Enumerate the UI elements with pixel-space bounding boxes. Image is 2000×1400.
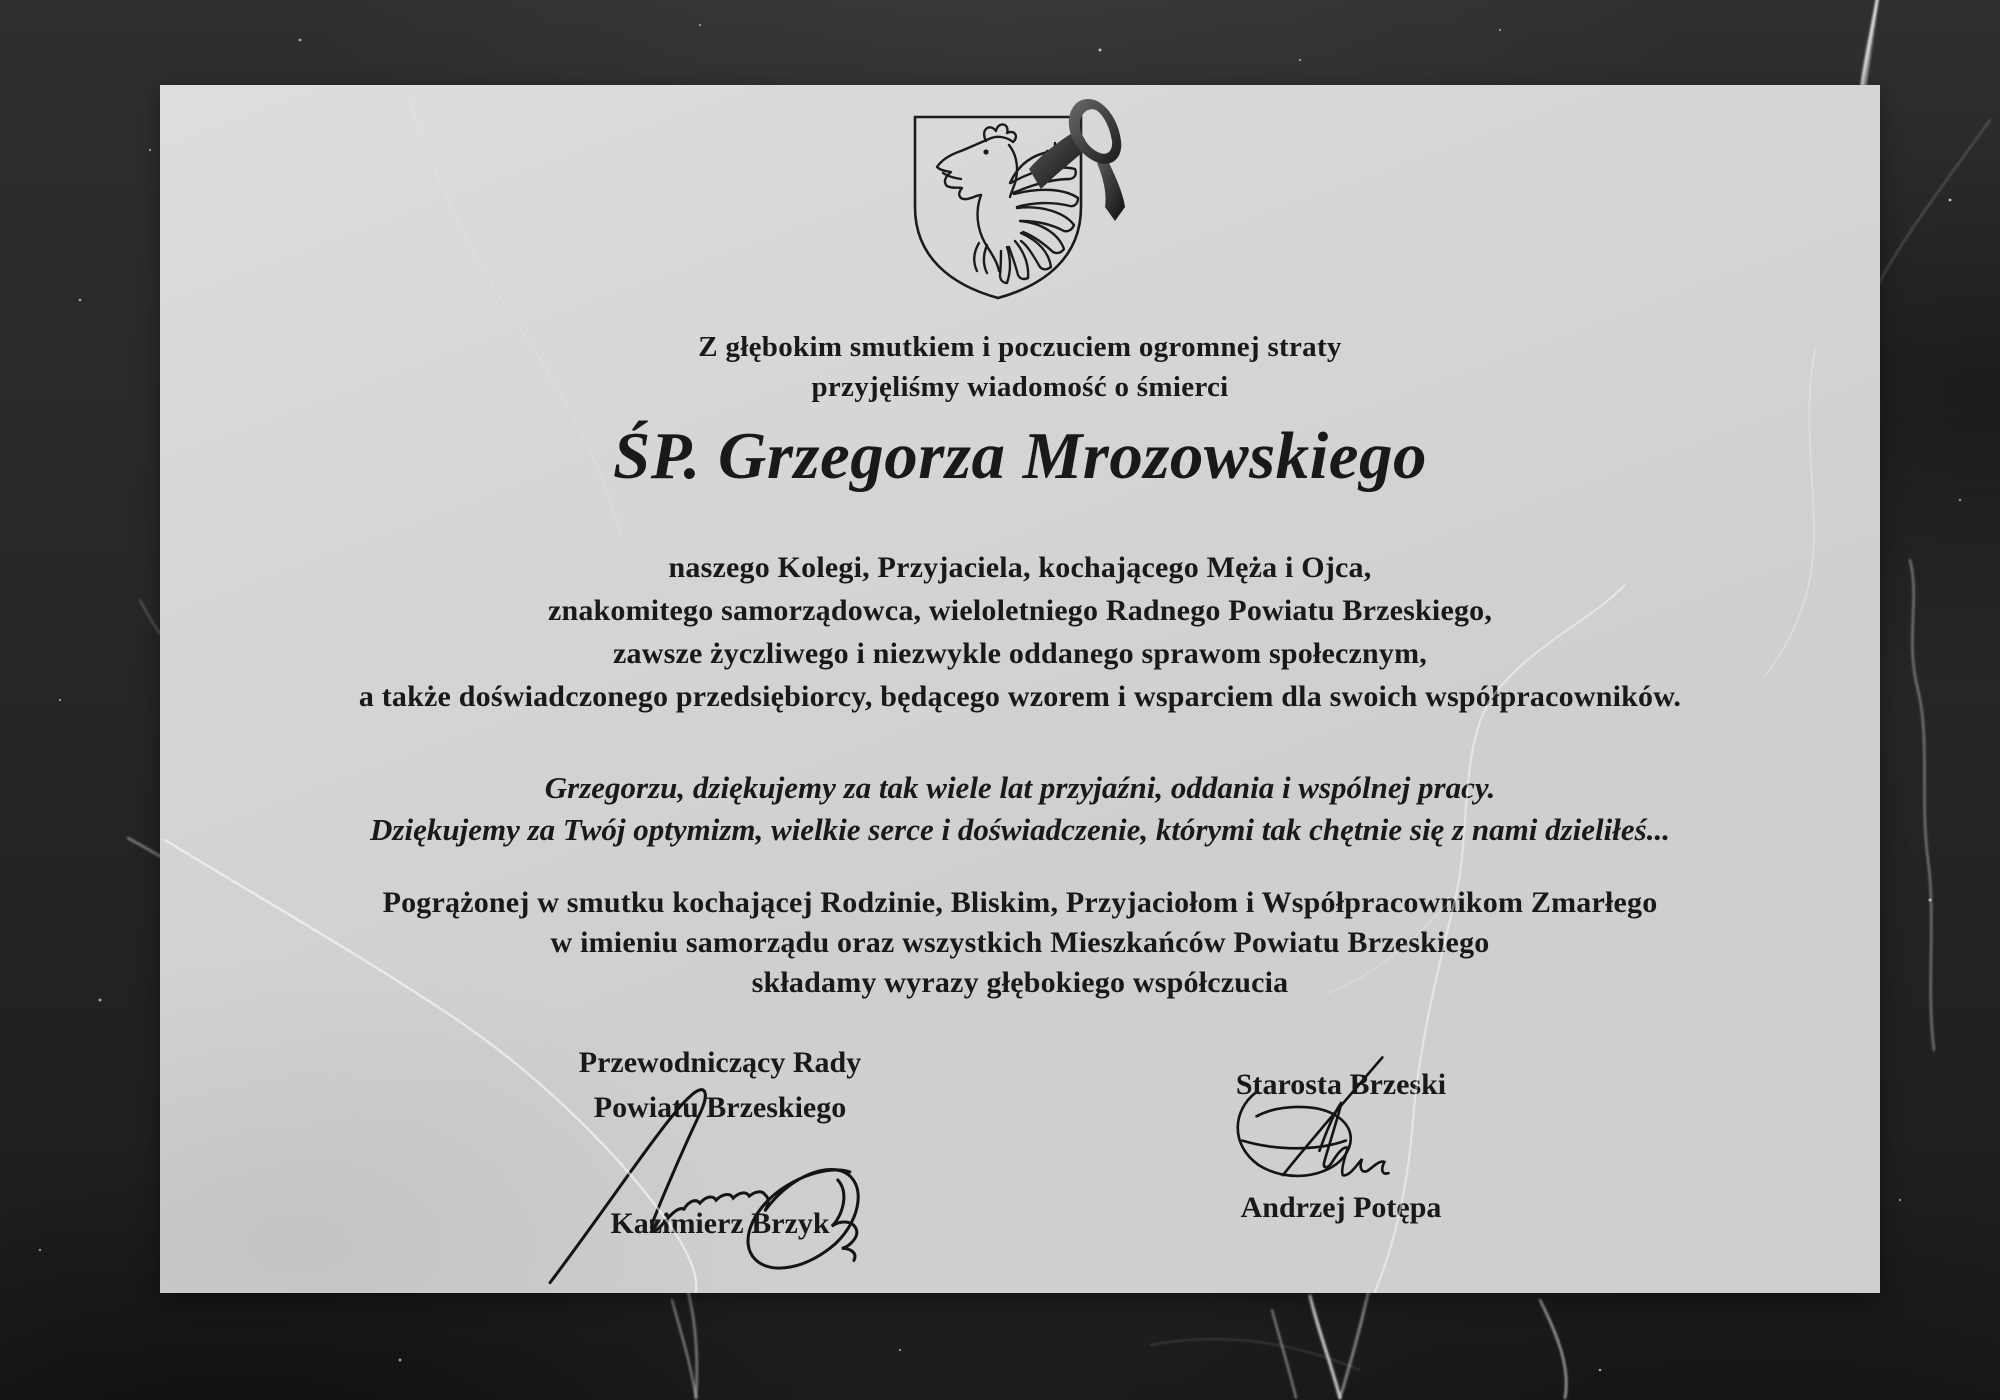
intro-line: przyjęliśmy wiadomość o śmierci xyxy=(811,371,1229,403)
tribute-line: a także doświadczonego przedsiębiorcy, będącego wzorem i wsparciem dla swoich współpracowników. xyxy=(358,680,1682,713)
deceased-name: ŚP. Grzegorza Mrozowskiego xyxy=(612,419,1428,493)
personal-farewell-text xyxy=(160,767,1880,851)
signatory-left-title-line: Powiatu Brzeskiego xyxy=(593,1091,847,1124)
signatory-left-title xyxy=(520,1040,920,1130)
condolence-card xyxy=(160,85,1880,1293)
personal-line: Dziękujemy za Twój optymizm, wielkie serce i doświadczenie, którymi tak chętnie się z nami dzieliłeś... xyxy=(370,812,1670,847)
signatory-left-title-line: Przewodniczący Rady xyxy=(578,1046,862,1079)
tribute-line: naszego Kolegi, Przyjaciela, kochającego Męża i Ojca, xyxy=(668,551,1372,584)
condolence-text xyxy=(160,883,1880,1003)
signatory-right-name: Andrzej Potępa xyxy=(1240,1191,1442,1224)
condolence-line: składamy wyrazy głębokiego współczucia xyxy=(751,966,1289,999)
condolence-line: Pogrążonej w smutku kochającej Rodzinie, Bliskim, Przyjaciołom i Współpracownikom Zmarłego xyxy=(382,886,1658,919)
tribute-line: zawsze życzliwego i niezwykle oddanego sprawom społecznym, xyxy=(613,637,1427,670)
intro-text xyxy=(160,327,1880,407)
signatory-right-title xyxy=(1141,1062,1541,1107)
coat-of-arms-icon xyxy=(883,95,1163,310)
intro-line: Z głębokim smutkiem i poczuciem ogromnej straty xyxy=(698,331,1342,363)
personal-line: Grzegorzu, dziękujemy za tak wiele lat przyjaźni, oddania i wspólnej pracy. xyxy=(544,770,1496,805)
tribute-line: znakomitego samorządowca, wieloletniego Radnego Powiatu Brzeskiego, xyxy=(547,594,1493,627)
tribute-text xyxy=(160,546,1880,718)
signatory-left-name: Kazimierz Brzyk xyxy=(610,1207,830,1240)
condolence-line: w imieniu samorządu oraz wszystkich Mieszkańców Powiatu Brzeskiego xyxy=(550,926,1490,959)
signatory-right-title-line: Starosta Brzeski xyxy=(1235,1068,1447,1101)
